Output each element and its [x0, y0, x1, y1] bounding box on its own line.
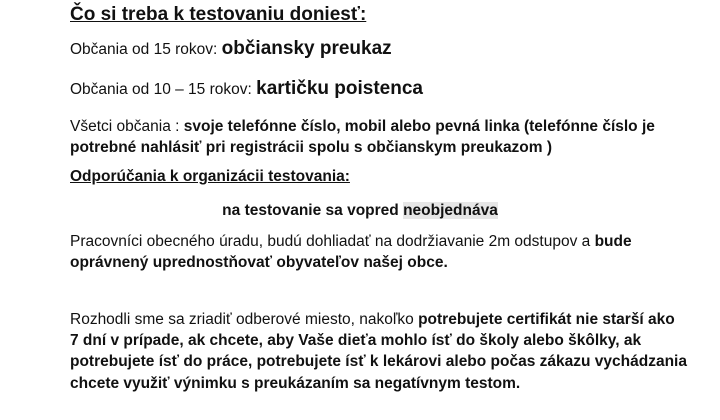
- site-line-2: 7 dní v prípade, ak chcete, aby Vaše dieťa mohlo ísť do školy alebo škôlky, ak: [70, 332, 642, 349]
- requirement-item: kartičku poistenca: [256, 78, 423, 99]
- site-line-3: potrebujete ísť do práce, potrebujete ísť k lekárovi alebo počas zákazu vychádzania: [70, 353, 687, 370]
- site-line-1: [70, 309, 675, 330]
- requirement-all-line-1: [70, 116, 655, 137]
- site-bold: potrebujete certifikát nie starší ako: [418, 311, 675, 328]
- requirement-label: Všetci občania :: [70, 118, 184, 135]
- no-booking-highlight: neobjednáva: [403, 202, 498, 219]
- requirement-over-15: [70, 38, 392, 60]
- requirement-label: Občania od 15 rokov:: [70, 41, 222, 58]
- no-booking-text: na testovanie sa vopred: [222, 202, 404, 219]
- no-booking-notice: [0, 200, 720, 221]
- requirement-all-line-2: potrebné nahlásiť pri registrácii spolu s občianskym preukazom ): [70, 139, 553, 156]
- staff-line-2: oprávnený uprednostňovať obyvateľov našej obce.: [70, 254, 448, 271]
- site-line-4: chcete využiť výnimku s preukázaním sa negatívnym testom.: [70, 375, 521, 392]
- staff-line-1: [70, 231, 632, 252]
- requirement-10-to-15: [70, 78, 423, 100]
- staff-text: Pracovníci obecného úradu, budú dohliadať na dodržiavanie 2m odstupov a: [70, 233, 595, 250]
- recommendations-heading: Odporúčania k organizácii testovania:: [70, 168, 350, 185]
- requirement-label: Občania od 10 – 15 rokov:: [70, 81, 257, 98]
- site-text: Rozhodli sme sa zriadiť odberové miesto, nakoľko: [70, 311, 419, 328]
- page-title: Čo si treba k testovaniu doniesť:: [70, 4, 367, 25]
- requirement-item: občiansky preukaz: [221, 38, 392, 59]
- staff-bold: bude: [594, 233, 632, 250]
- requirement-text: svoje telefónne číslo, mobil alebo pevná linka (telefónne číslo je: [183, 118, 655, 135]
